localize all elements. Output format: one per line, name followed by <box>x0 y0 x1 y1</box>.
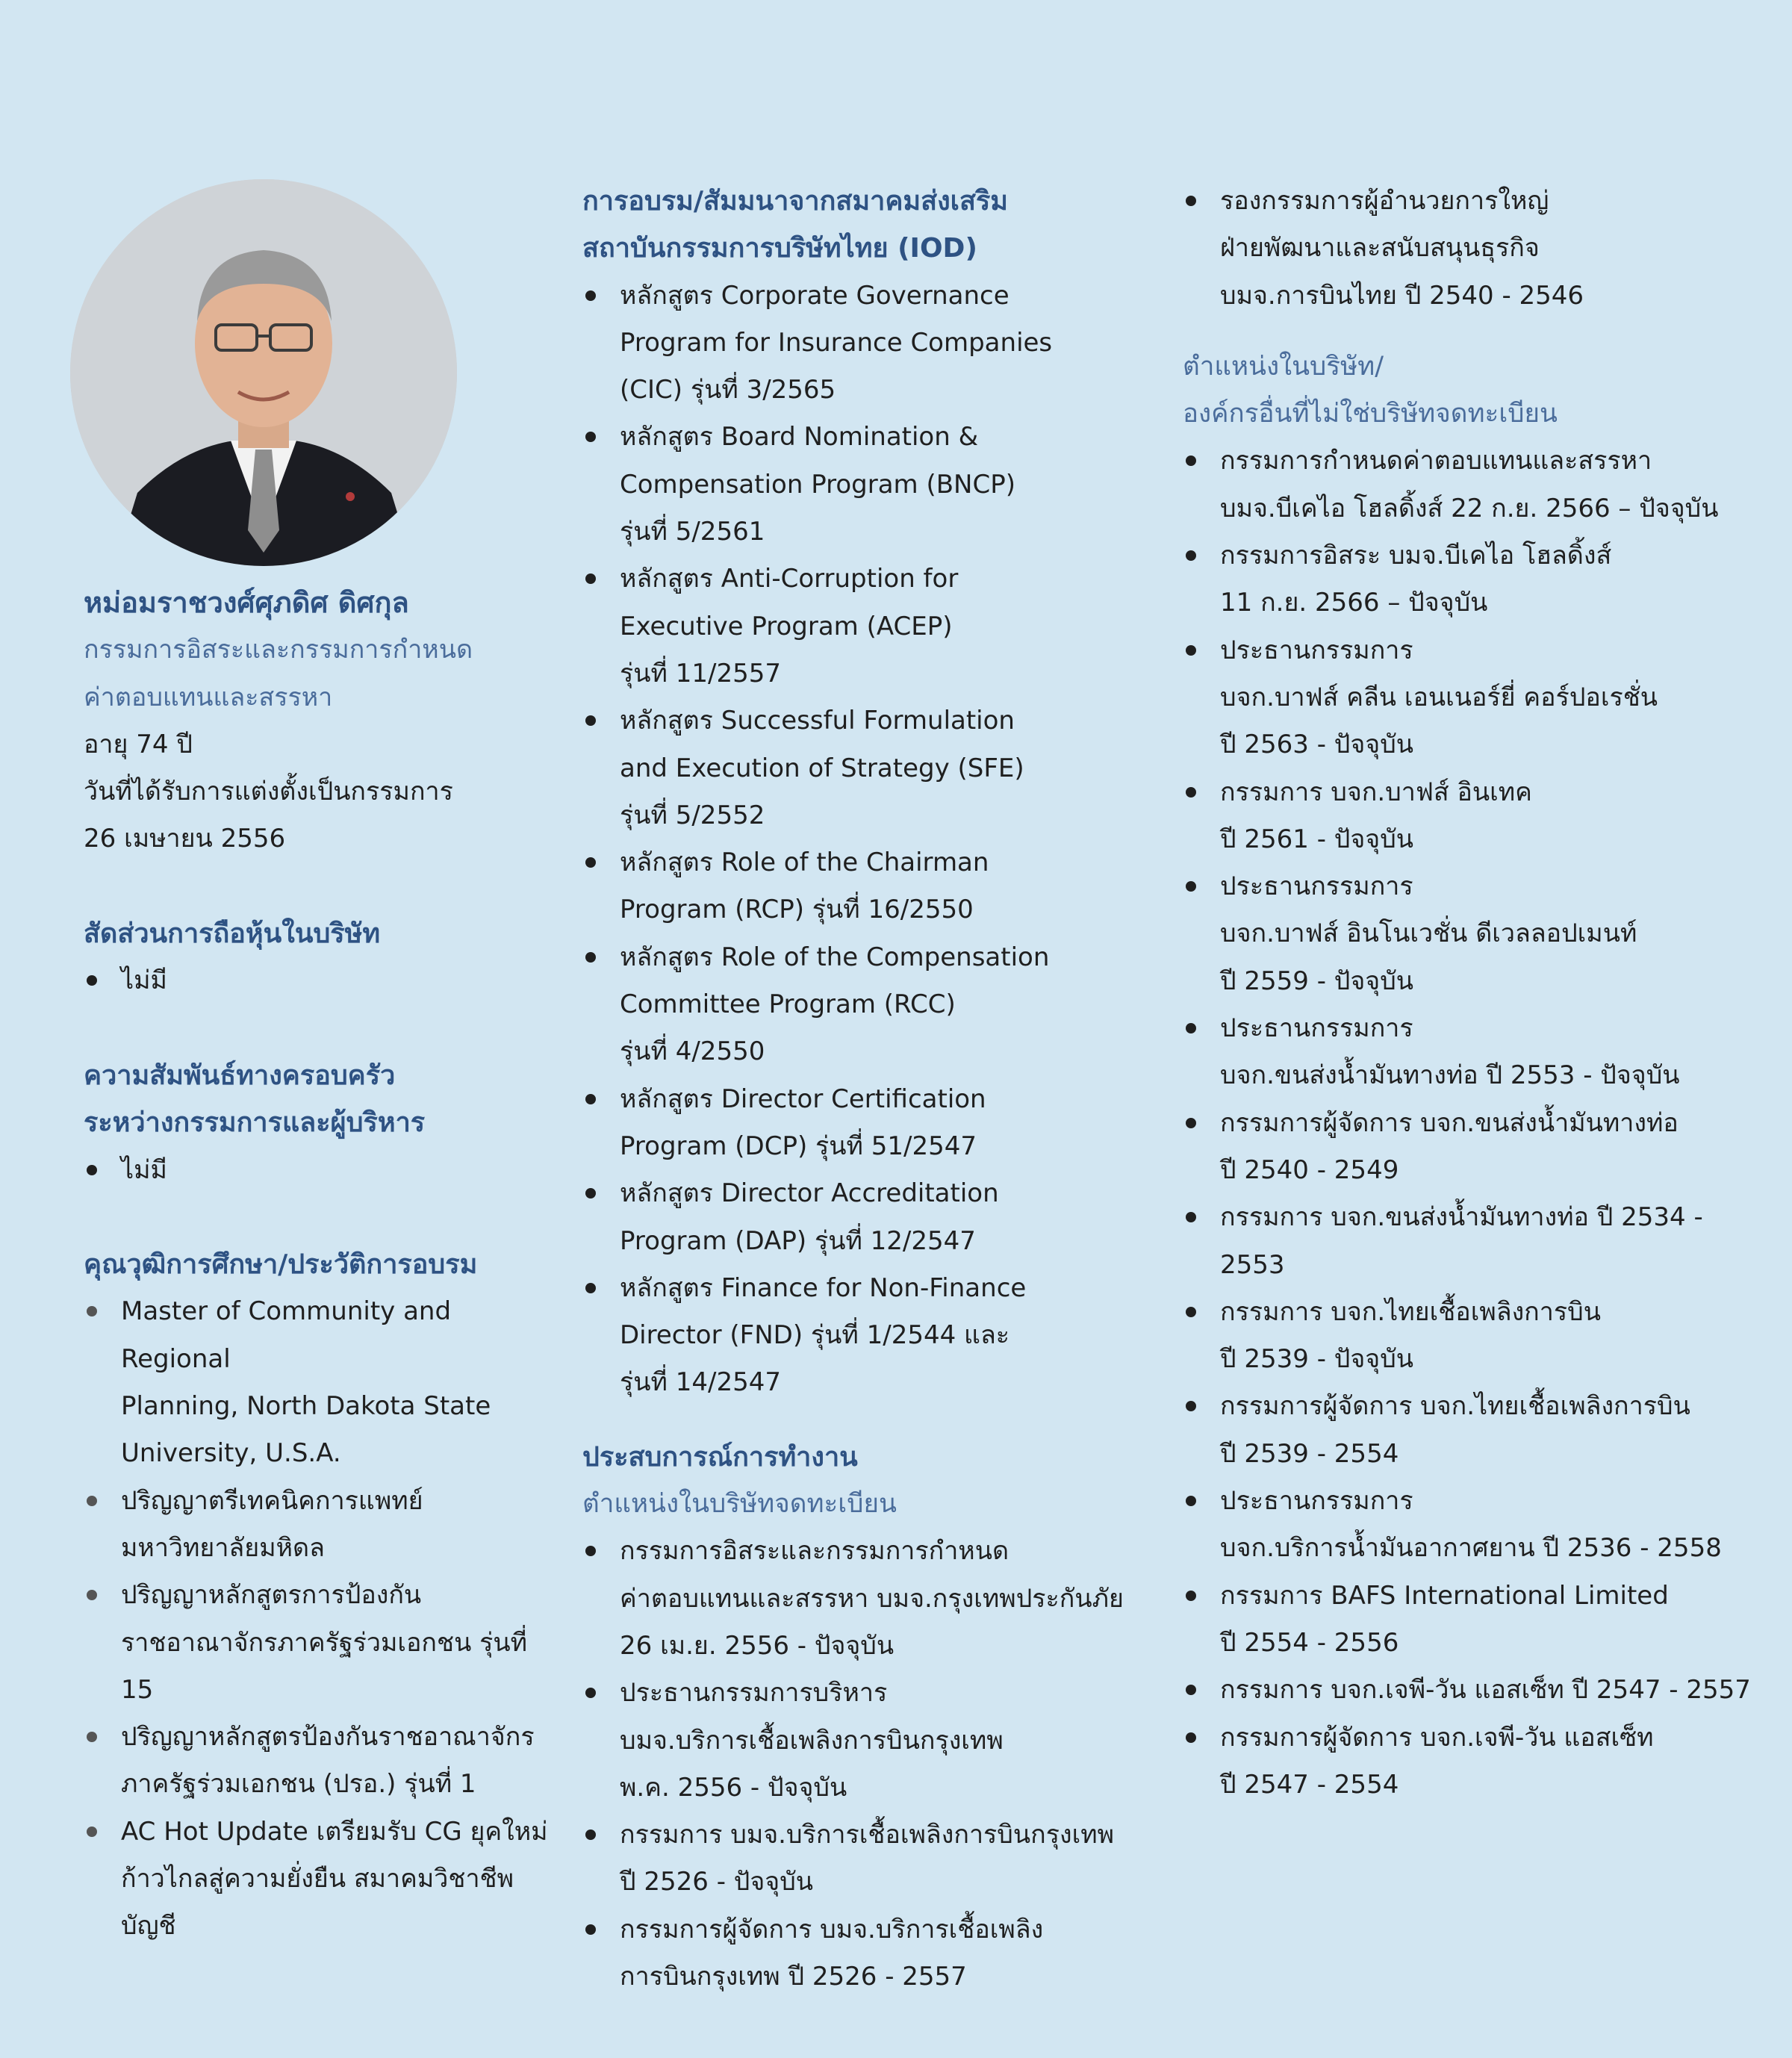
list-item: กรรมการผู้จัดการ บจก.เจพี-วัน แอสเซ็ท ปี 2547 - 2554 <box>1183 1715 1765 1809</box>
director-portrait <box>70 179 457 566</box>
list-item: กรรมการผู้จัดการ บมจ.บริการเชื้อเพลิง การบินกรุงเทพ ปี 2526 - 2557 <box>582 1906 1150 2001</box>
list-item: กรรมการ BAFS International Limited ปี 2554 - 2556 <box>1183 1573 1765 1667</box>
listed-positions-list-continued <box>1183 178 1765 320</box>
list-item: ประธานกรรมการ บจก.บริการน้ำมันอากาศยาน ปี 2536 - 2558 <box>1183 1478 1765 1573</box>
family-heading: ความสัมพันธ์ทางครอบครัว ระหว่างกรรมการและผู้บริหาร <box>84 1060 426 1139</box>
list-item: กรรมการผู้จัดการ บจก.ขนส่งน้ำมันทางท่อ ปี 2540 - 2549 <box>1183 1100 1765 1195</box>
list-item: หลักสูตร Director Accreditation Program (DAP) รุ่นที่ 12/2547 <box>582 1170 1150 1265</box>
list-item: AC Hot Update เตรียมรับ CG ยุคใหม่ ก้าวไกลสู่ความยั่งยืน สมาคมวิชาชีพ บัญชี <box>84 1809 561 1950</box>
shareholding-heading: สัดส่วนการถือหุ้นในบริษัท <box>84 918 381 950</box>
list-item: ไม่มี <box>84 957 561 1004</box>
iod-list <box>582 273 1150 1407</box>
list-item: ปริญญาหลักสูตรป้องกันราชอาณาจักร ภาครัฐร่วมเอกชน (ปรอ.) รุ่นที่ 1 <box>84 1714 561 1809</box>
list-item: ไม่มี <box>84 1147 561 1194</box>
list-item: ปริญญาตรีเทคนิคการแพทย์ มหาวิทยาลัยมหิดล <box>84 1478 561 1573</box>
column-middle <box>582 178 1150 2001</box>
list-item: กรรมการกำหนดค่าตอบแทนและสรรหา บมจ.บีเคไอ โฮลดิ้งส์ 22 ก.ย. 2566 – ปัจจุบัน <box>1183 438 1765 532</box>
list-item: ประธานกรรมการบริหาร บมจ.บริการเชื้อเพลิงการบินกรุงเทพ พ.ค. 2556 - ปัจจุบัน <box>582 1670 1150 1812</box>
experience-heading: ประสบการณ์การทำงาน <box>582 1441 858 1473</box>
list-item: หลักสูตร Anti-Corruption for Executive Program (ACEP) รุ่นที่ 11/2557 <box>582 556 1150 697</box>
list-item: กรรมการ บมจ.บริการเชื้อเพลิงการบินกรุงเทพ ปี 2526 - ปัจจุบัน <box>582 1812 1150 1906</box>
director-age: อายุ 74 ปี <box>84 729 193 759</box>
listed-company-subheading: ตำแหน่งในบริษัทจดทะเบียน <box>582 1489 897 1520</box>
appointed-label: วันที่ได้รับการแต่งตั้งเป็นกรรมการ <box>84 777 453 807</box>
list-item: หลักสูตร Board Nomination & Compensation Program (BNCP) รุ่นที่ 5/2561 <box>582 414 1150 556</box>
education-heading: คุณวุฒิการศึกษา/ประวัติการอบรม <box>84 1249 478 1281</box>
list-item: หลักสูตร Director Certification Program (DCP) รุ่นที่ 51/2547 <box>582 1076 1150 1171</box>
director-role: กรรมการอิสระและกรรมการกำหนด ค่าตอบแทนและสรรหา <box>84 635 473 712</box>
shareholding-list <box>84 957 561 1004</box>
portrait-illustration <box>70 179 457 566</box>
list-item: กรรมการผู้จัดการ บจก.ไทยเชื้อเพลิงการบิน ปี 2539 - 2554 <box>1183 1383 1765 1478</box>
list-item: หลักสูตร Finance for Non-Finance Director (FND) รุ่นที่ 1/2544 และ รุ่นที่ 14/2547 <box>582 1265 1150 1407</box>
list-item: กรรมการ บจก.เจพี-วัน แอสเซ็ท ปี 2547 - 2557 <box>1183 1667 1765 1714</box>
list-item: หลักสูตร Role of the Chairman Program (RCP) รุ่นที่ 16/2550 <box>582 839 1150 934</box>
list-item: ประธานกรรมการ บจก.บาฟส์ คลีน เอนเนอร์ยี่ คอร์ปอเรชั่น ปี 2563 - ปัจจุบัน <box>1183 627 1765 769</box>
education-list <box>84 1288 561 1950</box>
list-item: ประธานกรรมการ บจก.บาฟส์ อินโนเวชั่น ดีเวลลอปเมนท์ ปี 2559 - ปัจจุบัน <box>1183 863 1765 1005</box>
list-item: กรรมการอิสระและกรรมการกำหนด ค่าตอบแทนและสรรหา บมจ.กรุงเทพประกันภัย 26 เม.ย. 2556 - ปัจจุบัน <box>582 1528 1150 1670</box>
list-item: ปริญญาหลักสูตรการป้องกัน ราชอาณาจักรภาครัฐร่วมเอกชน รุ่นที่ 15 <box>84 1572 561 1714</box>
list-item: หลักสูตร Corporate Governance Program for Insurance Companies (CIC) รุ่นที่ 3/2565 <box>582 273 1150 414</box>
list-item: กรรมการ บจก.ขนส่งน้ำมันทางท่อ ปี 2534 - 2553 <box>1183 1194 1765 1289</box>
list-item: รองกรรมการผู้อำนวยการใหญ่ ฝ่ายพัฒนาและสนับสนุนธุรกิจ บมจ.การบินไทย ปี 2540 - 2546 <box>1183 178 1765 320</box>
list-item: กรรมการ บจก.บาฟส์ อินเทค ปี 2561 - ปัจจุบัน <box>1183 769 1765 864</box>
listed-positions-list <box>582 1528 1150 2001</box>
director-name: หม่อมราชวงศ์ศุภดิศ ดิศกุล <box>84 586 409 619</box>
other-positions-list <box>1183 438 1765 1809</box>
column-right <box>1183 178 1765 1809</box>
appointed-date: 26 เมษายน 2556 <box>84 824 286 854</box>
list-item: กรรมการ บจก.ไทยเชื้อเพลิงการบิน ปี 2539 - ปัจจุบัน <box>1183 1289 1765 1384</box>
list-item: Master of Community and Regional Planning, North Dakota State University, U.S.A. <box>84 1288 561 1477</box>
list-item: หลักสูตร Role of the Compensation Committee Program (RCC) รุ่นที่ 4/2550 <box>582 934 1150 1076</box>
iod-heading: การอบรม/สัมมนาจากสมาคมส่งเสริม สถาบันกรรมการบริษัทไทย (IOD) <box>582 186 1009 264</box>
column-left <box>84 579 561 1950</box>
family-list <box>84 1147 561 1194</box>
other-company-subheading: ตำแหน่งในบริษัท/ องค์กรอื่นที่ไม่ใช่บริษัทจดทะเบียน <box>1183 351 1558 429</box>
list-item: หลักสูตร Successful Formulation and Execution of Strategy (SFE) รุ่นที่ 5/2552 <box>582 697 1150 839</box>
list-item: ประธานกรรมการ บจก.ขนส่งน้ำมันทางท่อ ปี 2553 - ปัจจุบัน <box>1183 1005 1765 1100</box>
list-item: กรรมการอิสระ บมจ.บีเคไอ โฮลดิ้งส์ 11 ก.ย. 2566 – ปัจจุบัน <box>1183 532 1765 627</box>
